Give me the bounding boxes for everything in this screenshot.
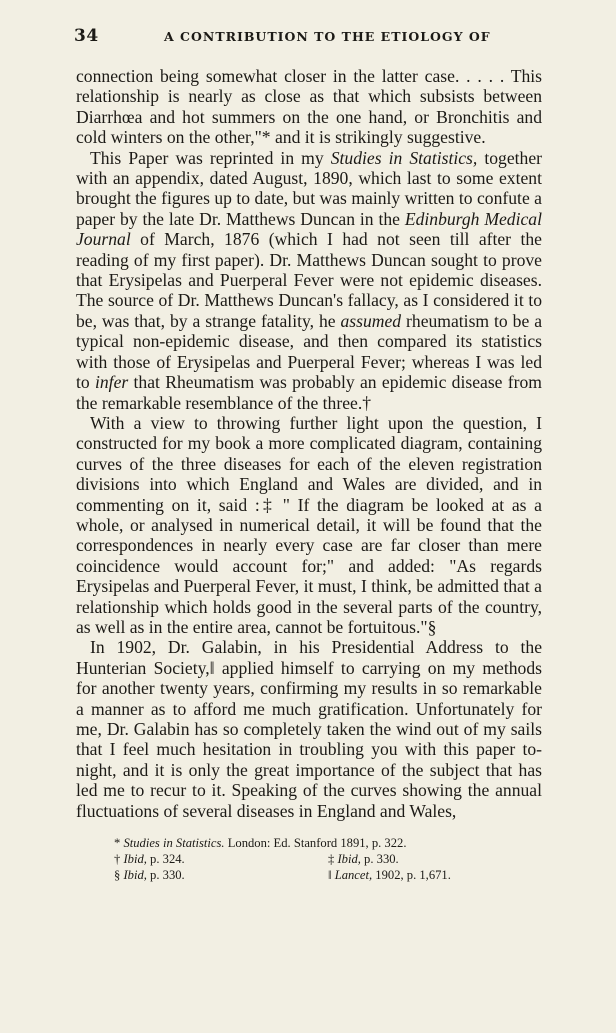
footnote-text: p. 324. xyxy=(150,852,185,867)
footnote-row xyxy=(114,867,542,883)
footnote-1 xyxy=(114,835,542,851)
paragraph xyxy=(76,66,542,148)
footnote-row xyxy=(114,851,542,867)
footnote-4 xyxy=(114,867,328,883)
page-header xyxy=(76,26,542,54)
page-number: 34 xyxy=(74,26,99,46)
running-head: A CONTRIBUTION TO THE ETIOLOGY OF xyxy=(164,29,491,44)
footnote-mark: † xyxy=(114,852,121,867)
footnote-text: London: Ed. Stanford 1891, p. 322. xyxy=(227,836,407,851)
footnote-title: Studies in Statistics. xyxy=(123,836,225,851)
paragraph-text: together with an appendix, dated August, 1890, which last to some extent brought the figures up to date, but was mainly written to confute a paper by the late Dr. Matthews Duncan in the xyxy=(76,147,542,229)
footnotes xyxy=(76,835,542,883)
footnote-title: Lancet, xyxy=(334,868,373,883)
footnote-text: 1902, p. 1,671. xyxy=(375,868,451,883)
paragraph xyxy=(76,413,542,637)
paragraph xyxy=(76,148,542,413)
italic-text: Edinburgh Medical Journal xyxy=(76,208,542,250)
footnote-mark: § xyxy=(114,868,121,883)
paragraph-text: connection being somewhat closer in the latter case. . . . . This relationship is nearly as close as that which subsists between Diarrhœa and hot summers on the one hand, or Bronchitis and cold winters on the other,"* and it is strikingly suggestive. xyxy=(76,66,542,148)
paragraph-text: With a view to throwing further light upon the question, I constructed for my book a more complicated diagram, containing curves of the three diseases for each of the eleven registration divisions into which England and Wales are divided, and in commenting on it, said :‡ " If the diagram be looked at as a whole, or analysed in numerical detail, it will be found that the correspondences in nearly every case are far closer than mere coincidence would account for;" and added: "As regards Erysipelas and Puerperal Fever, it must, I think, be admitted that a relationship which holds good in the several parts of the country, as well as in the entire area, cannot be fortuitous."§ xyxy=(76,412,542,637)
italic-text: assumed xyxy=(340,310,402,331)
footnote-text: p. 330. xyxy=(150,868,185,883)
footnote-mark: ‖ xyxy=(328,868,332,883)
italic-text: infer xyxy=(95,372,129,393)
footnote-title: Ibid, xyxy=(123,852,147,867)
body-text xyxy=(76,66,542,821)
paragraph-text: This Paper was reprinted in my xyxy=(90,147,331,168)
italic-text: Studies in Statistics, xyxy=(330,147,478,168)
paragraph-text: of March, 1876 (which I had not seen till after the reading of my first paper). Dr. Matthews Duncan sought to prove that Erysipelas and Puerperal Fever were not epidemic diseases. The source of Dr. Matthews Duncan's fallacy, as I considered it to be, was that, by a strange fatality, he xyxy=(76,229,542,331)
page xyxy=(76,26,542,883)
footnote-2 xyxy=(114,851,328,867)
footnote-title: Ibid, xyxy=(123,868,147,883)
footnote-mark: ‡ xyxy=(328,852,335,867)
footnote-title: Ibid, xyxy=(337,852,361,867)
footnote-row xyxy=(114,835,542,851)
footnote-mark: * xyxy=(114,836,121,851)
paragraph xyxy=(76,637,542,821)
footnote-5 xyxy=(328,867,542,883)
paragraph-text: In 1902, Dr. Galabin, in his Presidential Address to the Hunterian Society,‖ applied himself to carrying on my methods for another twenty years, confirming my results in so remarkable a manner as to afford me much gratification. Unfortunately for me, Dr. Galabin has so completely taken the wind out of my sails that I feel much hesitation in troubling you with this paper to-night, and it is only the great importance of the subject that has led me to recur to it. Speaking of the curves showing the annual fluctuations of several diseases in England and Wales, xyxy=(76,637,542,821)
footnote-text: p. 330. xyxy=(364,852,399,867)
paragraph-text: rheumatism to be a typical non-epidemic disease, and then compared its statistics with those of Erysipelas and Puerperal Fever; whereas I was led to xyxy=(76,310,542,393)
paragraph-text: that Rheumatism was probably an epidemic disease from the remarkable resemblance of the three.† xyxy=(76,372,542,413)
footnote-3 xyxy=(328,851,542,867)
